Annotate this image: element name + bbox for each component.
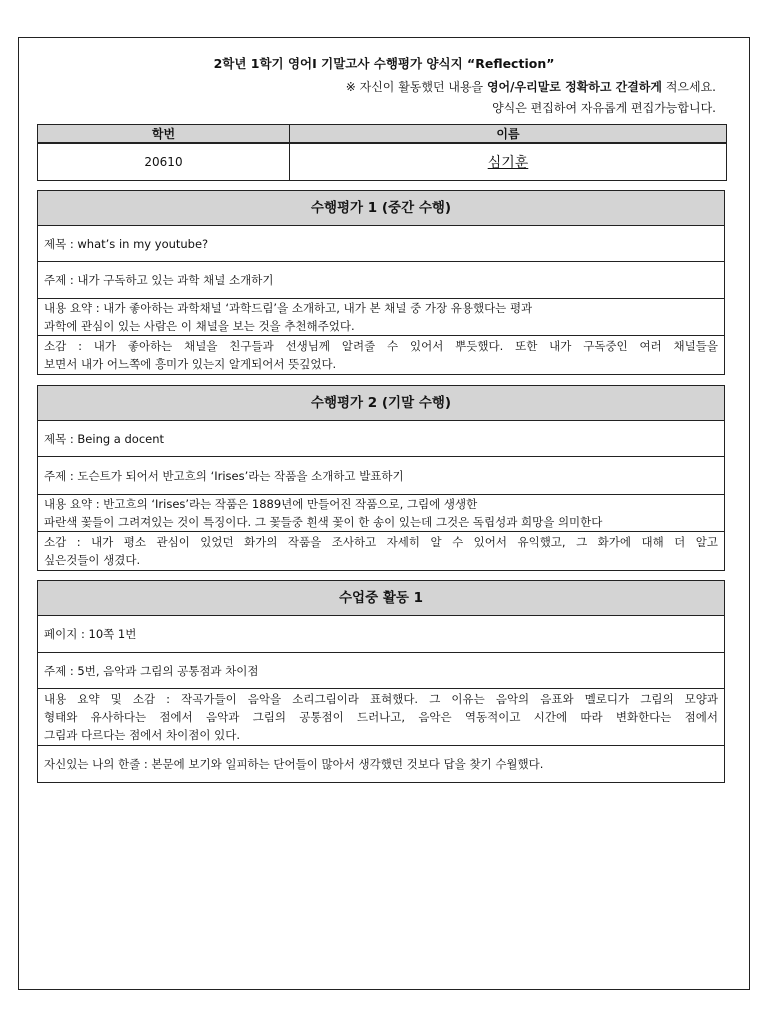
row-summary-reflection: [38, 689, 724, 746]
row-text: 제목 : Being a docent: [44, 431, 165, 446]
instruction-emphasis: 영어/우리말로 정확하고 간결하게: [486, 80, 662, 94]
row-reflection: [38, 532, 724, 570]
student-info-table: [37, 124, 727, 181]
row-text: 자신있는 나의 한줄 : 본문에 보기와 일피하는 단어들이 많아서 생각했던 것보다 답을 찾기 수월했다.: [44, 757, 544, 771]
row-summary: [38, 495, 724, 532]
row-text: 소감 : 내가 좋아하는 채널을 친구들과 선생님께 알려줄 수 있어서 뿌듯했다. 또한 내가 구독중인 여러 채널들을: [44, 339, 718, 353]
row-text: 주제 : 5번, 음악과 그림의 공통점과 차이점: [44, 663, 259, 678]
section-heading: 수업중 활동 1: [38, 581, 724, 616]
instruction-suffix: 적으세요.: [662, 80, 716, 94]
row-text: 그림과 다르다는 점에서 차이점이 있다.: [44, 728, 241, 742]
student-id-label: 학번: [38, 125, 290, 144]
row-page: [38, 616, 724, 653]
row-text: 싶은것들이 생겼다.: [44, 553, 141, 567]
row-reflection: [38, 336, 724, 374]
instruction-line-1: [346, 78, 716, 95]
row-text: 주제 : 내가 구독하고 있는 과학 채널 소개하기: [44, 273, 274, 287]
section-performance-2: [37, 385, 725, 571]
row-text: 내용 요약 : 반고흐의 ‘Irises’라는 작품은 1889년에 만들어진 작품으로, 그림에 생생한: [44, 497, 478, 511]
row-confident-line: [38, 746, 724, 782]
row-text: 파란색 꽃들이 그려져있는 것이 특징이다. 그 꽃들중 흰색 꽃이 한 송이 있는데 그것은 독립성과 희망을 의미한다: [44, 515, 603, 529]
row-title: [38, 226, 724, 262]
row-text: 형태와 유사하다는 점에서 음악과 그림의 공통점이 드러나고, 음악은 역동적이고 시간에 따라 변화한다는 점에서: [44, 710, 718, 724]
row-topic: [38, 457, 724, 495]
row-text: 과학에 관심이 있는 사람은 이 채널을 보는 것을 추천해주었다.: [44, 319, 355, 333]
student-name-label: 이름: [290, 125, 727, 144]
student-id-value: 20610: [38, 143, 290, 181]
section-heading: 수행평가 2 (기말 수행): [38, 386, 724, 421]
row-text: 페이지 : 10쪽 1번: [44, 627, 137, 641]
student-name-value: 심기훈: [487, 155, 529, 171]
instruction-line-2: 양식은 편집하여 자유롭게 편집가능합니다.: [492, 101, 716, 115]
section-class-activity-1: [37, 580, 725, 783]
student-name-cell: [290, 143, 727, 181]
row-title: [38, 421, 724, 457]
row-text: 주제 : 도슨트가 되어서 반고흐의 ‘Irises’라는 작품을 소개하고 발표하기: [44, 468, 404, 483]
row-text: 보면서 내가 어느쪽에 흥미가 있는지 알게되어서 뜻깊었다.: [44, 357, 337, 371]
page-title: 2학년 1학기 영어I 기말고사 수행평가 양식지 “Reflection”: [213, 56, 555, 71]
section-heading: 수행평가 1 (중간 수행): [38, 191, 724, 226]
row-text: 소감 : 내가 평소 관심이 있었던 화가의 작품을 조사하고 자세히 알 수 있어서 유익했고, 그 화가에 대해 더 알고: [44, 535, 718, 549]
row-text: 제목 : what’s in my youtube?: [44, 236, 209, 251]
row-text: 내용 요약 및 소감 : 작곡가들이 음악을 소리그림이라 표혀했다. 그 이유는 음악의 음표와 멜로디가 그림의 모양과: [44, 692, 718, 706]
section-performance-1: [37, 190, 725, 375]
row-summary: [38, 299, 724, 336]
instruction-prefix: ※ 자신이 활동했던 내용을: [345, 80, 487, 94]
row-text: 내용 요약 : 내가 좋아하는 과학채널 ‘과학드림’을 소개하고, 내가 본 채널 중 가장 유용했다는 평과: [44, 301, 533, 315]
row-topic: [38, 653, 724, 689]
row-topic: [38, 262, 724, 299]
